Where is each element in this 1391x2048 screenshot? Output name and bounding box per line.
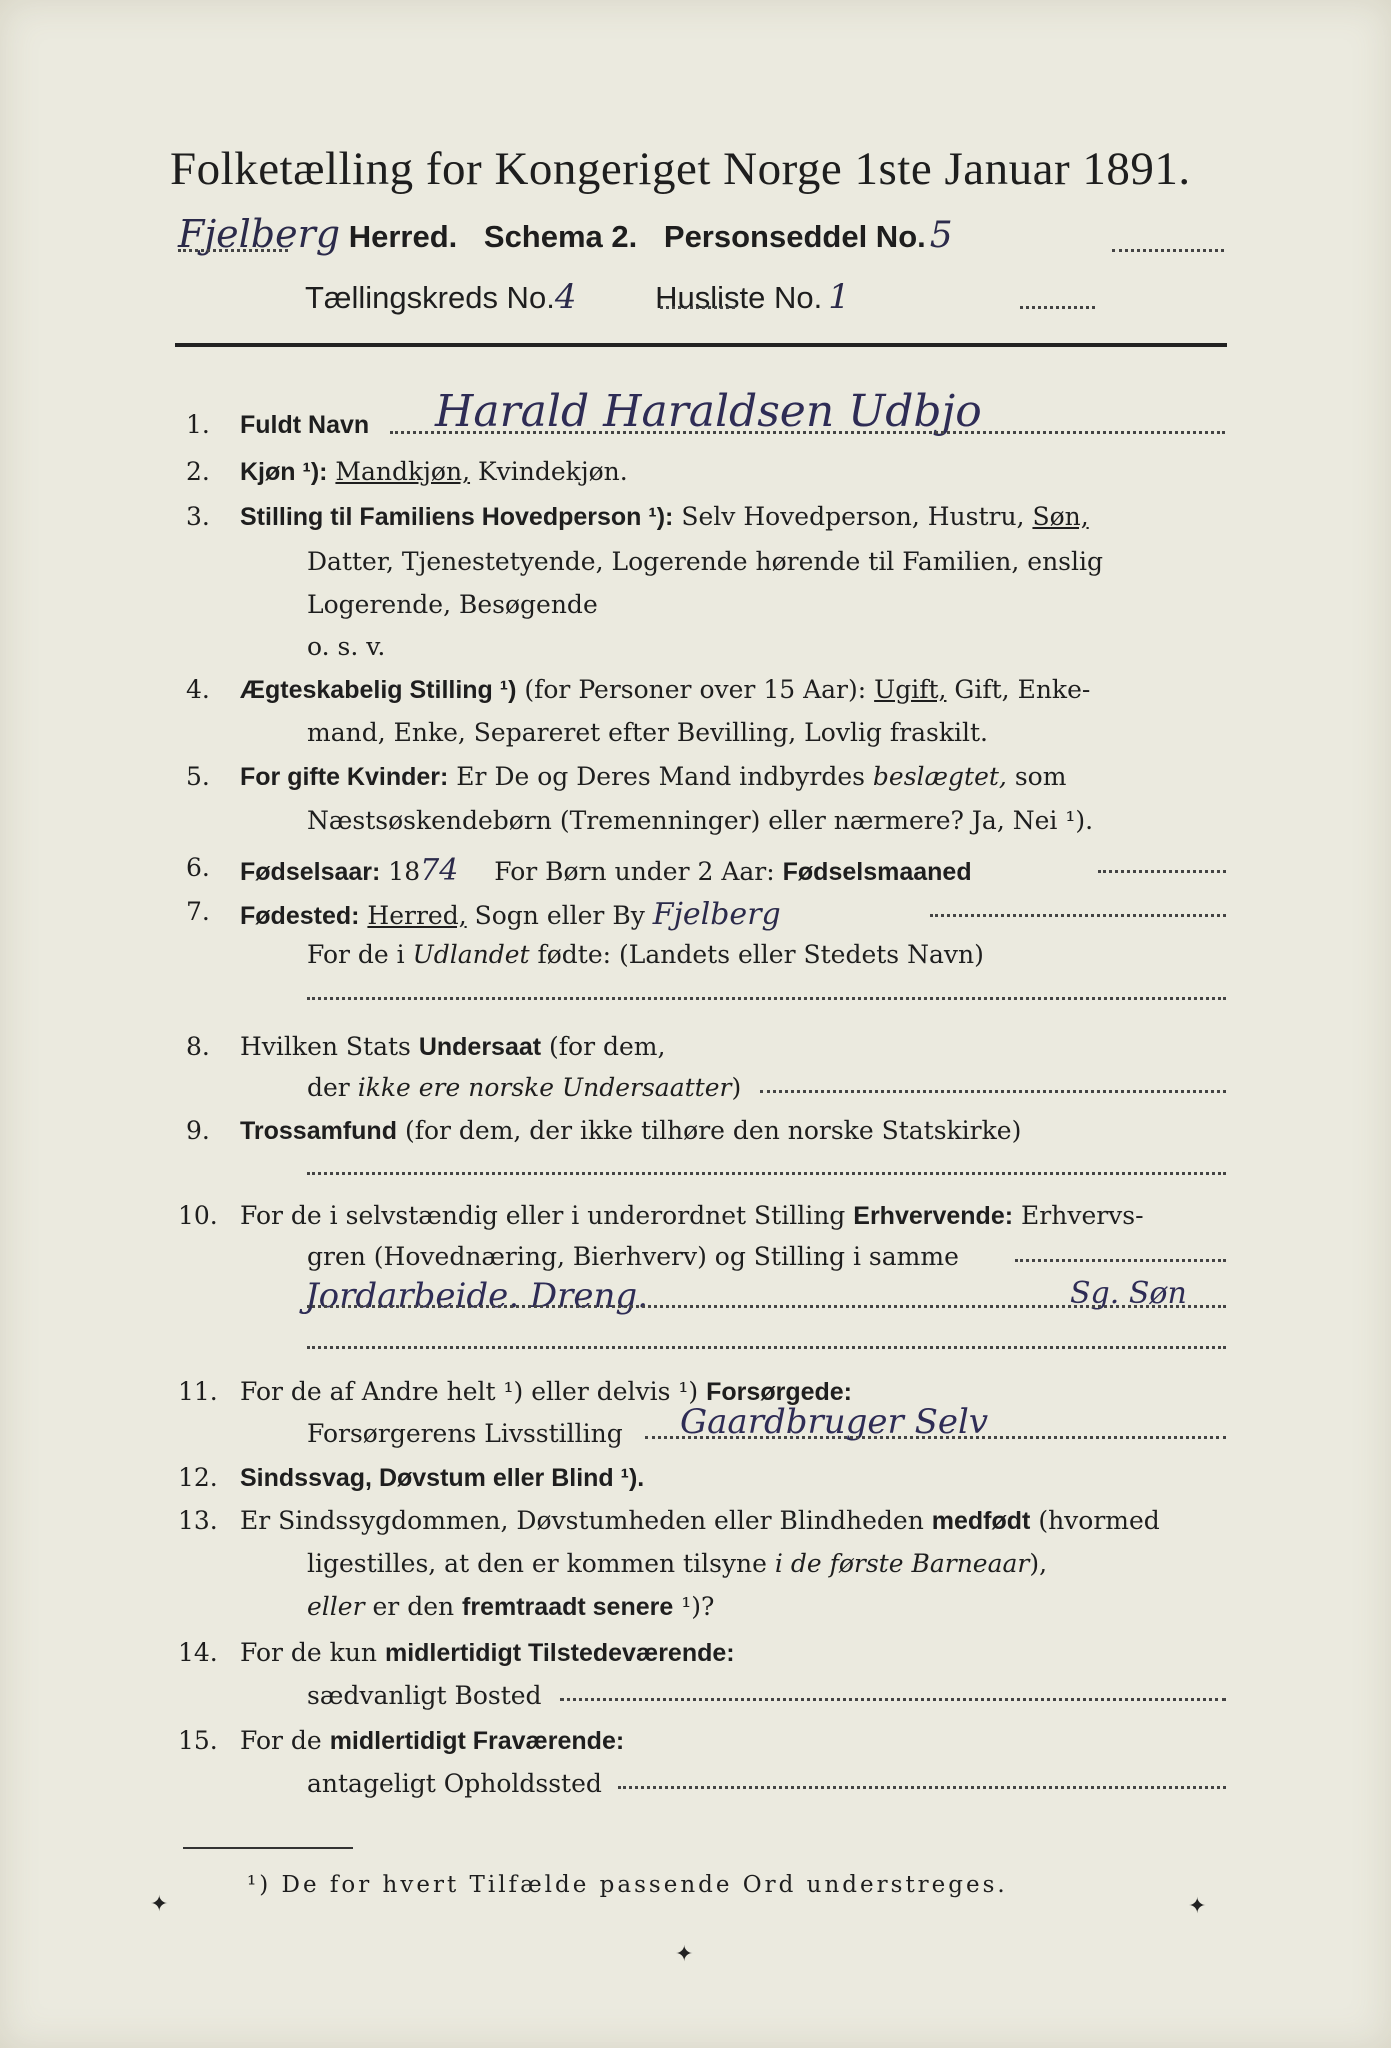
item-text: Udlandet (412, 940, 530, 969)
item-text: For Børn under 2 Aar: (494, 857, 775, 886)
item-label: Stilling til Familiens Hovedperson ¹): (240, 503, 674, 531)
herred-value: Fjelberg (178, 212, 341, 256)
occupation-dots-2 (307, 1305, 1226, 1308)
item-text: gren (Hovednæring, Bierhverv) og Stilling i samme (307, 1242, 959, 1271)
item-number: 12. (178, 1463, 218, 1492)
birth-year-answer: 74 (420, 853, 459, 888)
item-number: 10. (178, 1201, 218, 1230)
taellingskreds-dots (660, 306, 735, 309)
taellingskreds-label: Tællingskreds No. (305, 280, 555, 315)
provider-dots (645, 1436, 1226, 1439)
item-number: 14. (178, 1638, 218, 1667)
item-text: For de i (307, 940, 405, 969)
personseddel-value: 5 (929, 215, 953, 256)
item-text: Sogn eller By (474, 901, 645, 930)
item-label: medfødt (931, 1507, 1031, 1535)
item-text: Forsørgerens Livsstilling (307, 1419, 623, 1448)
item-text: der (307, 1073, 350, 1102)
item-label: Kjøn ¹): (240, 458, 328, 486)
item-text: eller (307, 1592, 365, 1621)
selected-option: Ugift, (874, 675, 947, 704)
full-name-answer: Harald Haraldsen Udbjo (435, 386, 982, 437)
item-label: For gifte Kvinder: (240, 763, 449, 791)
foreign-birthplace-dots (307, 997, 1226, 1000)
item-label: Forsørgede: (706, 1378, 852, 1406)
item-label: Fødested: (240, 902, 360, 930)
whereabouts-dots (618, 1786, 1226, 1789)
item-text: i de første Barneaar (774, 1549, 1030, 1578)
birthmonth-dots (1098, 870, 1226, 873)
item-text: For de i selvstændig eller i underordnet Stilling (240, 1201, 846, 1230)
item-label: Undersaat (418, 1033, 542, 1061)
item-number: 4. (186, 675, 210, 704)
item-number: 1. (186, 410, 210, 439)
item-number: 9. (186, 1116, 210, 1145)
item-number: 3. (186, 502, 210, 531)
husliste-dots (1020, 306, 1095, 309)
item-text: (for dem, der ikke tilhøre den norske Statskirke) (404, 1116, 1022, 1145)
herred-label: Herred. (348, 219, 458, 254)
item-label: Fuldt Navn (240, 411, 370, 439)
husliste-label: Husliste No. (655, 280, 823, 315)
register-mark-center: ✦ (675, 1942, 694, 1967)
item-text: Logerende, Besøgende (307, 590, 598, 619)
item-text: ¹)? (681, 1592, 715, 1621)
item-number: 6. (186, 853, 210, 882)
census-form-page: Folketælling for Kongeriget Norge 1ste Januar 1891. Fjelberg Herred. Schema 2. Personseddel No. 5 Tællingskreds No.4 Husliste No. 1 1. Fuldt Navn Harald Haraldsen Udbjo 2. Kjøn ¹): Mandkjøn, Kvindekjøn. 3. Stilling til Familiens Hovedperson ¹): Selv Hovedperson, Hustru, Søn, Datter, Tjenestetyende, Logerende hørende til Familien, enslig Logerende, Besøgende o. s. v. 4. Ægteskabelig Stilling ¹) (for Personer over 15 Aar): Ugift, Gift, Enke- mand, Enke, Separeret efter Bevilling, Lovlig fraskilt. 5. For gifte Kvinder: Er De og Deres Mand indbyrdes beslægtet, som Næstsøskendebørn (Tremenninger) eller nærmere? Ja, Nei ¹). 6. Fødselsaar: 1874 For Børn under 2 Aar: Fødselsmaaned 7. Fødested: Herred, Sogn eller By Fjelberg For de i Udlandet fødte: (Landets eller Stedets Navn) 8. Hvilken Stats Undersaat (for dem, der ikke ere norske Undersaatter) 9. Trossamfund (for dem, der ikke tilhøre den norske Statskirke) 10. For de i selvstændig eller i underordnet Stilling Erhvervende: Erhvervs- gren (Hovednæring, Bierhverv) og Stilling i samme Jordarbeide. Dreng. Sg. Søn 11. For de af Andre helt ¹) eller delvis ¹) Forsørgede: Forsørgerens Livsstilling Gaardbruger Selv 12. Sindssvag, Døvstum eller Blind ¹). 13. Er Sindssygdommen, Døvstumheden eller Blindheden medfødt (hvormed ligestilles, at den er kommen tilsyne i de første Barneaar), eller er den fremtraadt senere ¹)? 14. For de kun midlertidigt Tilstedeværende: sædvanligt Bosted 15. For de midlertidigt Fraværende: antageligt Opholdssted ¹) De for hvert Tilfælde passende Ord understreges. ✦ ✦ ✦ (0, 0, 1391, 2048)
item-text: Gift, Enke- (954, 675, 1091, 704)
birthplace-dots (930, 914, 1226, 917)
item-label: Fødselsmaaned (782, 858, 972, 886)
item-number: 5. (186, 762, 210, 791)
husliste-value: 1 (828, 277, 850, 317)
herred-dots-left (178, 249, 288, 252)
footnote-rule (183, 1847, 353, 1849)
item-text: Hvilken Stats (240, 1032, 411, 1061)
item-text: Selv Hovedperson, Hustru, (681, 502, 1025, 531)
item-text: (for Personer over 15 Aar): (524, 675, 867, 704)
item-text: som (1014, 762, 1067, 791)
item-text: For de kun (240, 1638, 378, 1667)
item-text: ligestilles, at den er kommen tilsyne (307, 1549, 767, 1578)
item-text: Næstsøskendebørn (Tremenninger) eller nærmere? Ja, Nei ¹). (307, 806, 1094, 835)
item-label: Fødselsaar: (240, 858, 381, 886)
taellingskreds-value: 4 (554, 277, 577, 317)
item-text: antageligt Opholdssted (307, 1769, 602, 1798)
herred-line (178, 212, 953, 256)
personseddel-label: Personseddel No. (663, 219, 926, 254)
item-text: beslægtet, (872, 762, 1007, 791)
full-name-dots (390, 431, 1225, 434)
year-prefix: 18 (388, 857, 421, 886)
item-label: Trossamfund (240, 1117, 397, 1145)
item-text: Er Sindssygdommen, Døvstumheden eller Blindheden (240, 1506, 924, 1535)
item-number: 8. (186, 1032, 210, 1061)
item-text: o. s. v. (307, 632, 386, 661)
occupation-dots-3 (307, 1346, 1226, 1349)
occupation-answer: Jordarbeide. Dreng. (305, 1276, 649, 1316)
item-text: er den (372, 1592, 455, 1621)
selected-option: Søn, (1032, 502, 1089, 531)
residence-dots (560, 1698, 1226, 1701)
register-mark-left: ✦ (150, 1892, 169, 1917)
item-text: For de (240, 1726, 322, 1755)
item-text: (hvormed (1038, 1506, 1160, 1535)
item-text: ikke ere norske Undersaatter (357, 1073, 732, 1102)
occupation-position-answer: Sg. Søn (1070, 1276, 1187, 1311)
schema-label: Schema 2. (483, 219, 638, 254)
item-text: Kvindekjøn. (477, 457, 628, 486)
form-title: Folketælling for Kongeriget Norge 1ste Januar 1891. (170, 143, 1191, 195)
item-label: Sindssvag, Døvstum eller Blind ¹). (240, 1464, 645, 1492)
register-mark-right: ✦ (1188, 1894, 1207, 1919)
item-label: fremtraadt senere (462, 1593, 674, 1621)
header-rule (175, 343, 1227, 347)
citizenship-dots (760, 1090, 1226, 1093)
personseddel-dots (1112, 249, 1224, 252)
item-number: 7. (186, 897, 210, 926)
item-text: For de af Andre helt ¹) eller delvis ¹) (240, 1377, 699, 1406)
item-text: fødte: (Landets eller Stedets Navn) (537, 940, 984, 969)
item-number: 15. (178, 1726, 218, 1755)
selected-option: Herred, (367, 901, 467, 930)
item-text: (for dem, (549, 1032, 666, 1061)
occupation-dots-1 (1015, 1259, 1226, 1262)
item-text: sædvanligt Bosted (307, 1681, 542, 1710)
footnote: ¹) De for hvert Tilfælde passende Ord understreges. (247, 1872, 1008, 1898)
provider-occupation-answer: Gaardbruger Selv (680, 1402, 989, 1442)
item-label: midlertidigt Tilstedeværende: (384, 1639, 735, 1667)
item-text: Datter, Tjenestetyende, Logerende hørende til Familien, enslig (307, 547, 1104, 576)
religion-dots (307, 1172, 1226, 1175)
item-label: Erhvervende: (853, 1202, 1014, 1230)
item-label: midlertidigt Fraværende: (329, 1727, 625, 1755)
selected-option: Mandkjøn, (335, 457, 471, 486)
item-number: 2. (186, 457, 210, 486)
taellingskreds-line (305, 277, 850, 317)
birthplace-answer: Fjelberg (652, 897, 781, 932)
item-text: Erhvervs- (1021, 1201, 1144, 1230)
item-label: Ægteskabelig Stilling ¹) (240, 676, 517, 704)
item-number: 13. (178, 1506, 218, 1535)
item-text: mand, Enke, Separeret efter Bevilling, Lovlig fraskilt. (307, 718, 988, 747)
item-text: Er De og Deres Mand indbyrdes (456, 762, 865, 791)
item-number: 11. (178, 1377, 218, 1406)
